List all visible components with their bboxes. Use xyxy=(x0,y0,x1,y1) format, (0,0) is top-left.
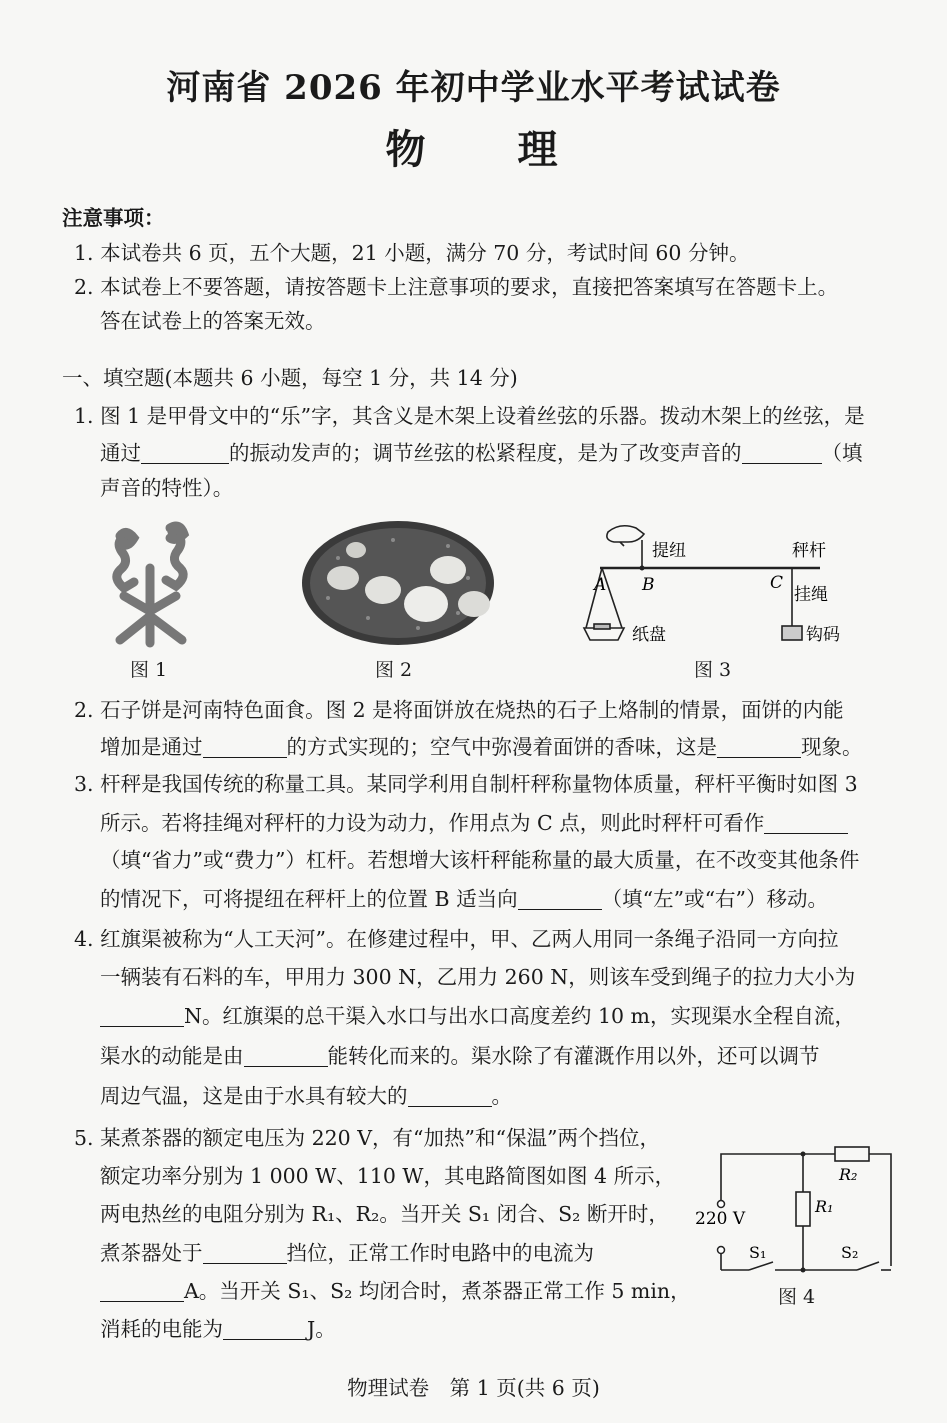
label-guasheng: 挂绳 xyxy=(794,585,828,605)
answer-blank xyxy=(141,442,229,464)
q4-line5: 周边气温，这是由于水具有较大的 。 xyxy=(100,1083,512,1108)
figure-4-caption: 图 4 xyxy=(778,1286,816,1308)
q3-line4: 的情况下，可将提纽在秤杆上的位置 B 适当向 （填“左”或“右”）移动。 xyxy=(100,886,829,911)
notice-item-2-cont: 答在试卷上的答案无效。 xyxy=(100,309,326,333)
label-B: B xyxy=(642,575,655,595)
label-S1: S₁ xyxy=(749,1243,767,1262)
answer-blank xyxy=(408,1085,492,1107)
page-footer: 物理试卷 第 1 页(共 6 页) xyxy=(347,1376,600,1400)
answer-blank xyxy=(203,1242,287,1264)
section-heading: 一、填空题(本题共 6 小题，每空 1 分，共 14 分) xyxy=(62,366,518,390)
figure-3-caption: 图 3 xyxy=(694,659,732,681)
q4-line2: 一辆装有石料的车，甲用力 300 N，乙用力 260 N，则该车受到绳子的拉力大小为 xyxy=(100,965,856,989)
label-R2: R₂ xyxy=(839,1165,858,1184)
q3-line1: 3. 杆秤是我国传统的称量工具。某同学利用自制杆秤称量物体质量，秤杆平衡时如图 3 xyxy=(74,772,858,796)
figure-2-caption: 图 2 xyxy=(375,659,413,681)
oracle-bone-character-figure xyxy=(100,518,200,648)
q5-line6: 消耗的电能为 J。 xyxy=(100,1316,336,1341)
label-A: A xyxy=(594,575,607,595)
answer-blank xyxy=(100,1005,184,1027)
label-C: C xyxy=(770,573,784,593)
figure-1-caption: 图 1 xyxy=(130,659,168,681)
notice-item-2: 2. 本试卷上不要答题，请按答题卡上注意事项的要求，直接把答案填写在答题卡上。 xyxy=(74,275,839,299)
q1-line1: 1. 图 1 是甲骨文中的“乐”字，其含义是木架上设着丝弦的乐器。拨动木架上的丝弦，是 xyxy=(74,404,865,428)
subject-title: 物 理 xyxy=(385,126,562,173)
label-zhipan: 纸盘 xyxy=(632,625,666,645)
answer-blank xyxy=(244,1045,328,1067)
notice-item-1: 1. 本试卷共 6 页，五个大题，21 小题，满分 70 分，考试时间 60 分钟。 xyxy=(74,241,750,265)
q4-line3: N。红旗渠的总干渠入水口与出水口高度差约 10 m，实现渠水全程自流， xyxy=(100,1005,855,1027)
notice-heading: 注意事项： xyxy=(62,206,165,230)
exam-title: 河南省 2026 年初中学业水平考试试卷 xyxy=(166,68,781,108)
q1-line3: 声音的特性）。 xyxy=(100,476,234,500)
q1-line2: 通过 的振动发声的；调节丝弦的松紧程度，是为了改变声音的 （填 xyxy=(100,440,863,465)
q5-line1: 5. 某煮茶器的额定电压为 220 V，有“加热”和“保温”两个挡位， xyxy=(74,1126,660,1150)
label-tizu: 提纽 xyxy=(652,541,686,561)
answer-blank xyxy=(203,736,287,758)
stone-cake-photo xyxy=(298,518,498,648)
q5-line5: A。当开关 S₁、S₂ 均闭合时，煮茶器正常工作 5 min， xyxy=(100,1280,691,1302)
q5-line4: 煮茶器处于 挡位，正常工作时电路中的电流为 xyxy=(100,1240,594,1265)
answer-blank xyxy=(764,812,848,834)
answer-blank xyxy=(518,888,602,910)
q5-line2: 额定功率分别为 1 000 W、110 W，其电路简图如图 4 所示， xyxy=(100,1164,676,1188)
label-chenggan: 秤杆 xyxy=(792,541,826,561)
steelyard-diagram xyxy=(580,520,840,652)
q3-line3: （填“省力”或“费力”）杠杆。若想增大该杆秤能称量的最大质量，在不改变其他条件 xyxy=(100,848,860,872)
q3-line2: 所示。若将挂绳对秤杆的力设为动力，作用点为 C 点，则此时秤杆可看作 xyxy=(100,812,848,834)
q4-line1: 4. 红旗渠被称为“人工天河”。在修建过程中，甲、乙两人用同一条绳子沿同一方向拉 xyxy=(74,927,839,951)
q4-line4: 渠水的动能是由 能转化而来的。渠水除了有灌溉作用以外，还可以调节 xyxy=(100,1043,820,1068)
label-gouma: 钩码 xyxy=(806,625,840,645)
answer-blank xyxy=(100,1280,184,1302)
q5-line3: 两电热丝的电阻分别为 R₁、R₂。当开关 S₁ 闭合、S₂ 断开时， xyxy=(100,1202,669,1226)
label-R1: R₁ xyxy=(815,1197,834,1216)
label-220v: 220 V xyxy=(695,1209,746,1229)
answer-blank xyxy=(742,442,822,464)
q2-line2: 增加是通过 的方式实现的；空气中弥漫着面饼的香味，这是 现象。 xyxy=(100,734,863,759)
answer-blank xyxy=(223,1318,307,1340)
answer-blank xyxy=(717,736,801,758)
label-S2: S₂ xyxy=(841,1243,859,1262)
q2-line1: 2. 石子饼是河南特色面食。图 2 是将面饼放在烧热的石子上烙制的情景，面饼的内能 xyxy=(74,698,844,722)
